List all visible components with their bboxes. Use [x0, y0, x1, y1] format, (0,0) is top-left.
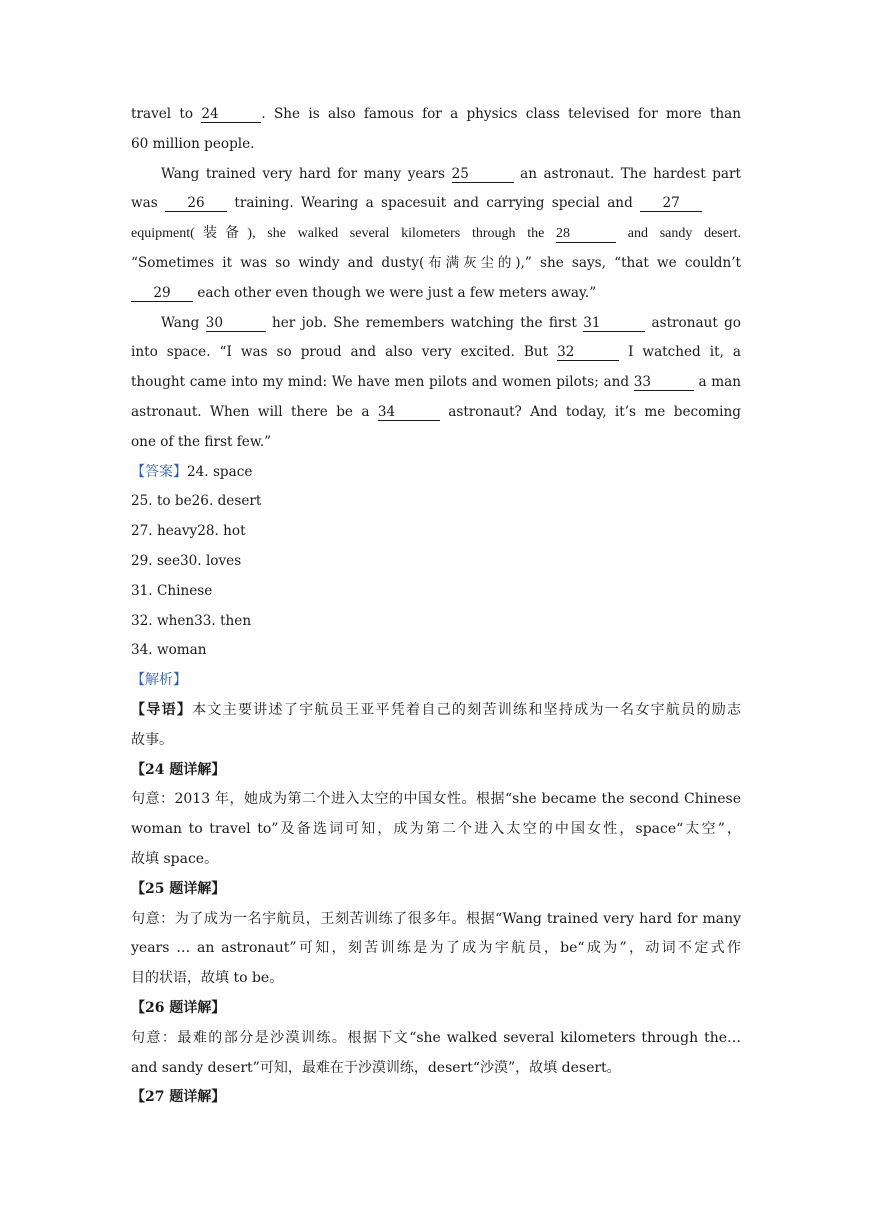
- question-title-text: 【25 题详解】: [131, 880, 226, 897]
- passage-text: astronaut go: [645, 314, 741, 331]
- passage-text: travel to: [131, 106, 202, 122]
- question-title-text: 【27 题详解】: [131, 1089, 226, 1106]
- passage-text: was: [131, 195, 166, 212]
- passage-line: [131, 279, 741, 309]
- question-title-text: 【26 题详解】: [131, 999, 226, 1016]
- answer-line: [131, 517, 741, 547]
- passage-text: thought came into my mind: We have men pilots and women pilots; and: [131, 374, 634, 391]
- passage-text: Wang trained very hard for many years: [161, 165, 452, 182]
- answer-text: 31. Chinese: [131, 582, 213, 599]
- analysis-text: years … an astronaut”可知，刻苦训练是为了成为宇航员，be“成为”，动词不定式作: [131, 940, 741, 957]
- blank-31: 31: [583, 315, 645, 332]
- guide-tag: 【导语】: [131, 701, 193, 718]
- analysis-text: and sandy desert”可知，最难在于沙漠训练，desert“沙漠”，故填 desert。: [131, 1059, 621, 1076]
- blank-28: 28: [556, 226, 616, 243]
- blank-32: 32: [557, 344, 619, 361]
- passage-text: a man: [693, 374, 742, 391]
- answer-line: [131, 577, 741, 607]
- question-detail-title: [131, 875, 741, 905]
- passage-line: [131, 130, 741, 160]
- answer-line: [131, 607, 741, 637]
- passage-text: and sandy desert.: [616, 226, 741, 242]
- answer-text: 25. to be26. desert: [131, 493, 262, 510]
- question-title-text: 【24 题详解】: [131, 761, 226, 778]
- answer-line: [131, 487, 741, 517]
- question-detail-title: [131, 994, 741, 1024]
- passage-line: [131, 368, 741, 398]
- answer-line: [131, 547, 741, 577]
- passage-line: [131, 249, 741, 279]
- analysis-line: [131, 785, 741, 815]
- passage-text: . She is also famous for a physics class televised for more than: [261, 106, 741, 122]
- passage-text: astronaut? And today, it’s me becoming: [439, 403, 741, 420]
- blank-26: 26: [165, 195, 227, 212]
- passage-line: [131, 309, 741, 339]
- analysis-text: 本文主要讲述了宇航员王亚平凭着自己的刻苦训练和坚持成为一名女宇航员的励志: [192, 701, 742, 718]
- passage-text: each other even though we were just a few meters away.”: [193, 284, 597, 301]
- question-detail-title: [131, 756, 741, 786]
- passage-text: one of the first few.”: [131, 433, 272, 450]
- passage-line: [131, 398, 741, 428]
- analysis-line: [131, 696, 741, 726]
- blank-25: 25: [452, 166, 514, 183]
- analysis-line: [131, 1054, 741, 1084]
- answer-text: 24. space: [187, 463, 253, 480]
- passage-text: I watched it, a: [619, 344, 741, 361]
- analysis-text: 句意：最难的部分是沙漠训练。根据下文“she walked several kilometers through the…: [131, 1029, 741, 1046]
- analysis-text: 故填 space。: [131, 850, 219, 867]
- question-detail-title: [131, 1083, 741, 1113]
- passage-line: [131, 219, 741, 249]
- analysis-line: [131, 845, 741, 875]
- analysis-text: 故事。: [131, 731, 173, 748]
- analysis-text: 句意：为了成为一名宇航员，王刻苦训练了很多年。根据“Wang trained very hard for many: [131, 910, 741, 927]
- answer-text: 32. when33. then: [131, 612, 252, 629]
- passage-text: “Sometimes it was so windy and dusty(布满灰尘的),” she says, “that we couldn’t: [131, 254, 741, 271]
- blank-27: 27: [640, 195, 702, 212]
- passage-line: [131, 428, 741, 458]
- analysis-line: [131, 934, 741, 964]
- answer-tag: 【答案】: [131, 463, 187, 480]
- analysis-line: [131, 1024, 741, 1054]
- answer-text: 27. heavy28. hot: [131, 523, 246, 540]
- passage-text: Wang: [161, 314, 206, 331]
- passage-line: [131, 189, 741, 219]
- document-page: [131, 100, 741, 1113]
- blank-33: 33: [634, 374, 694, 391]
- analysis-text: 目的状语，故填 to be。: [131, 970, 284, 987]
- analysis-heading: [131, 666, 741, 696]
- analysis-line: [131, 905, 741, 935]
- passage-line: [131, 338, 741, 368]
- analysis-line: [131, 964, 741, 994]
- answer-text: 34. woman: [131, 642, 207, 659]
- passage-text: her job. She remembers watching the first: [265, 314, 584, 331]
- passage-text: into space. “I was so proud and also very excited. But: [131, 344, 558, 361]
- passage-line: [131, 100, 741, 130]
- passage-line: [131, 160, 741, 190]
- analysis-text: 句意：2013 年，她成为第二个进入太空的中国女性。根据“she became the second Chinese: [131, 791, 741, 808]
- blank-24: 24: [201, 106, 261, 123]
- answer-text: 29. see30. loves: [131, 552, 242, 569]
- analysis-line: [131, 726, 741, 756]
- passage-text: equipment(装备), she walked several kilometers through the: [131, 226, 557, 242]
- blank-29: 29: [131, 285, 193, 302]
- analysis-line: [131, 815, 741, 845]
- passage-text: an astronaut. The hardest part: [513, 165, 741, 182]
- passage-text: training. Wearing a spacesuit and carrying special and: [227, 195, 641, 212]
- analysis-tag: 【解析】: [131, 672, 187, 689]
- passage-text: 60 million people.: [131, 135, 255, 152]
- passage-text: astronaut. When will there be a: [131, 403, 378, 420]
- answer-line: [131, 458, 741, 488]
- blank-34: 34: [378, 404, 440, 421]
- analysis-text: woman to travel to”及备选词可知，成为第二个进入太空的中国女性，space“太空”，: [131, 821, 741, 838]
- answer-line: [131, 636, 741, 666]
- blank-30: 30: [206, 315, 266, 332]
